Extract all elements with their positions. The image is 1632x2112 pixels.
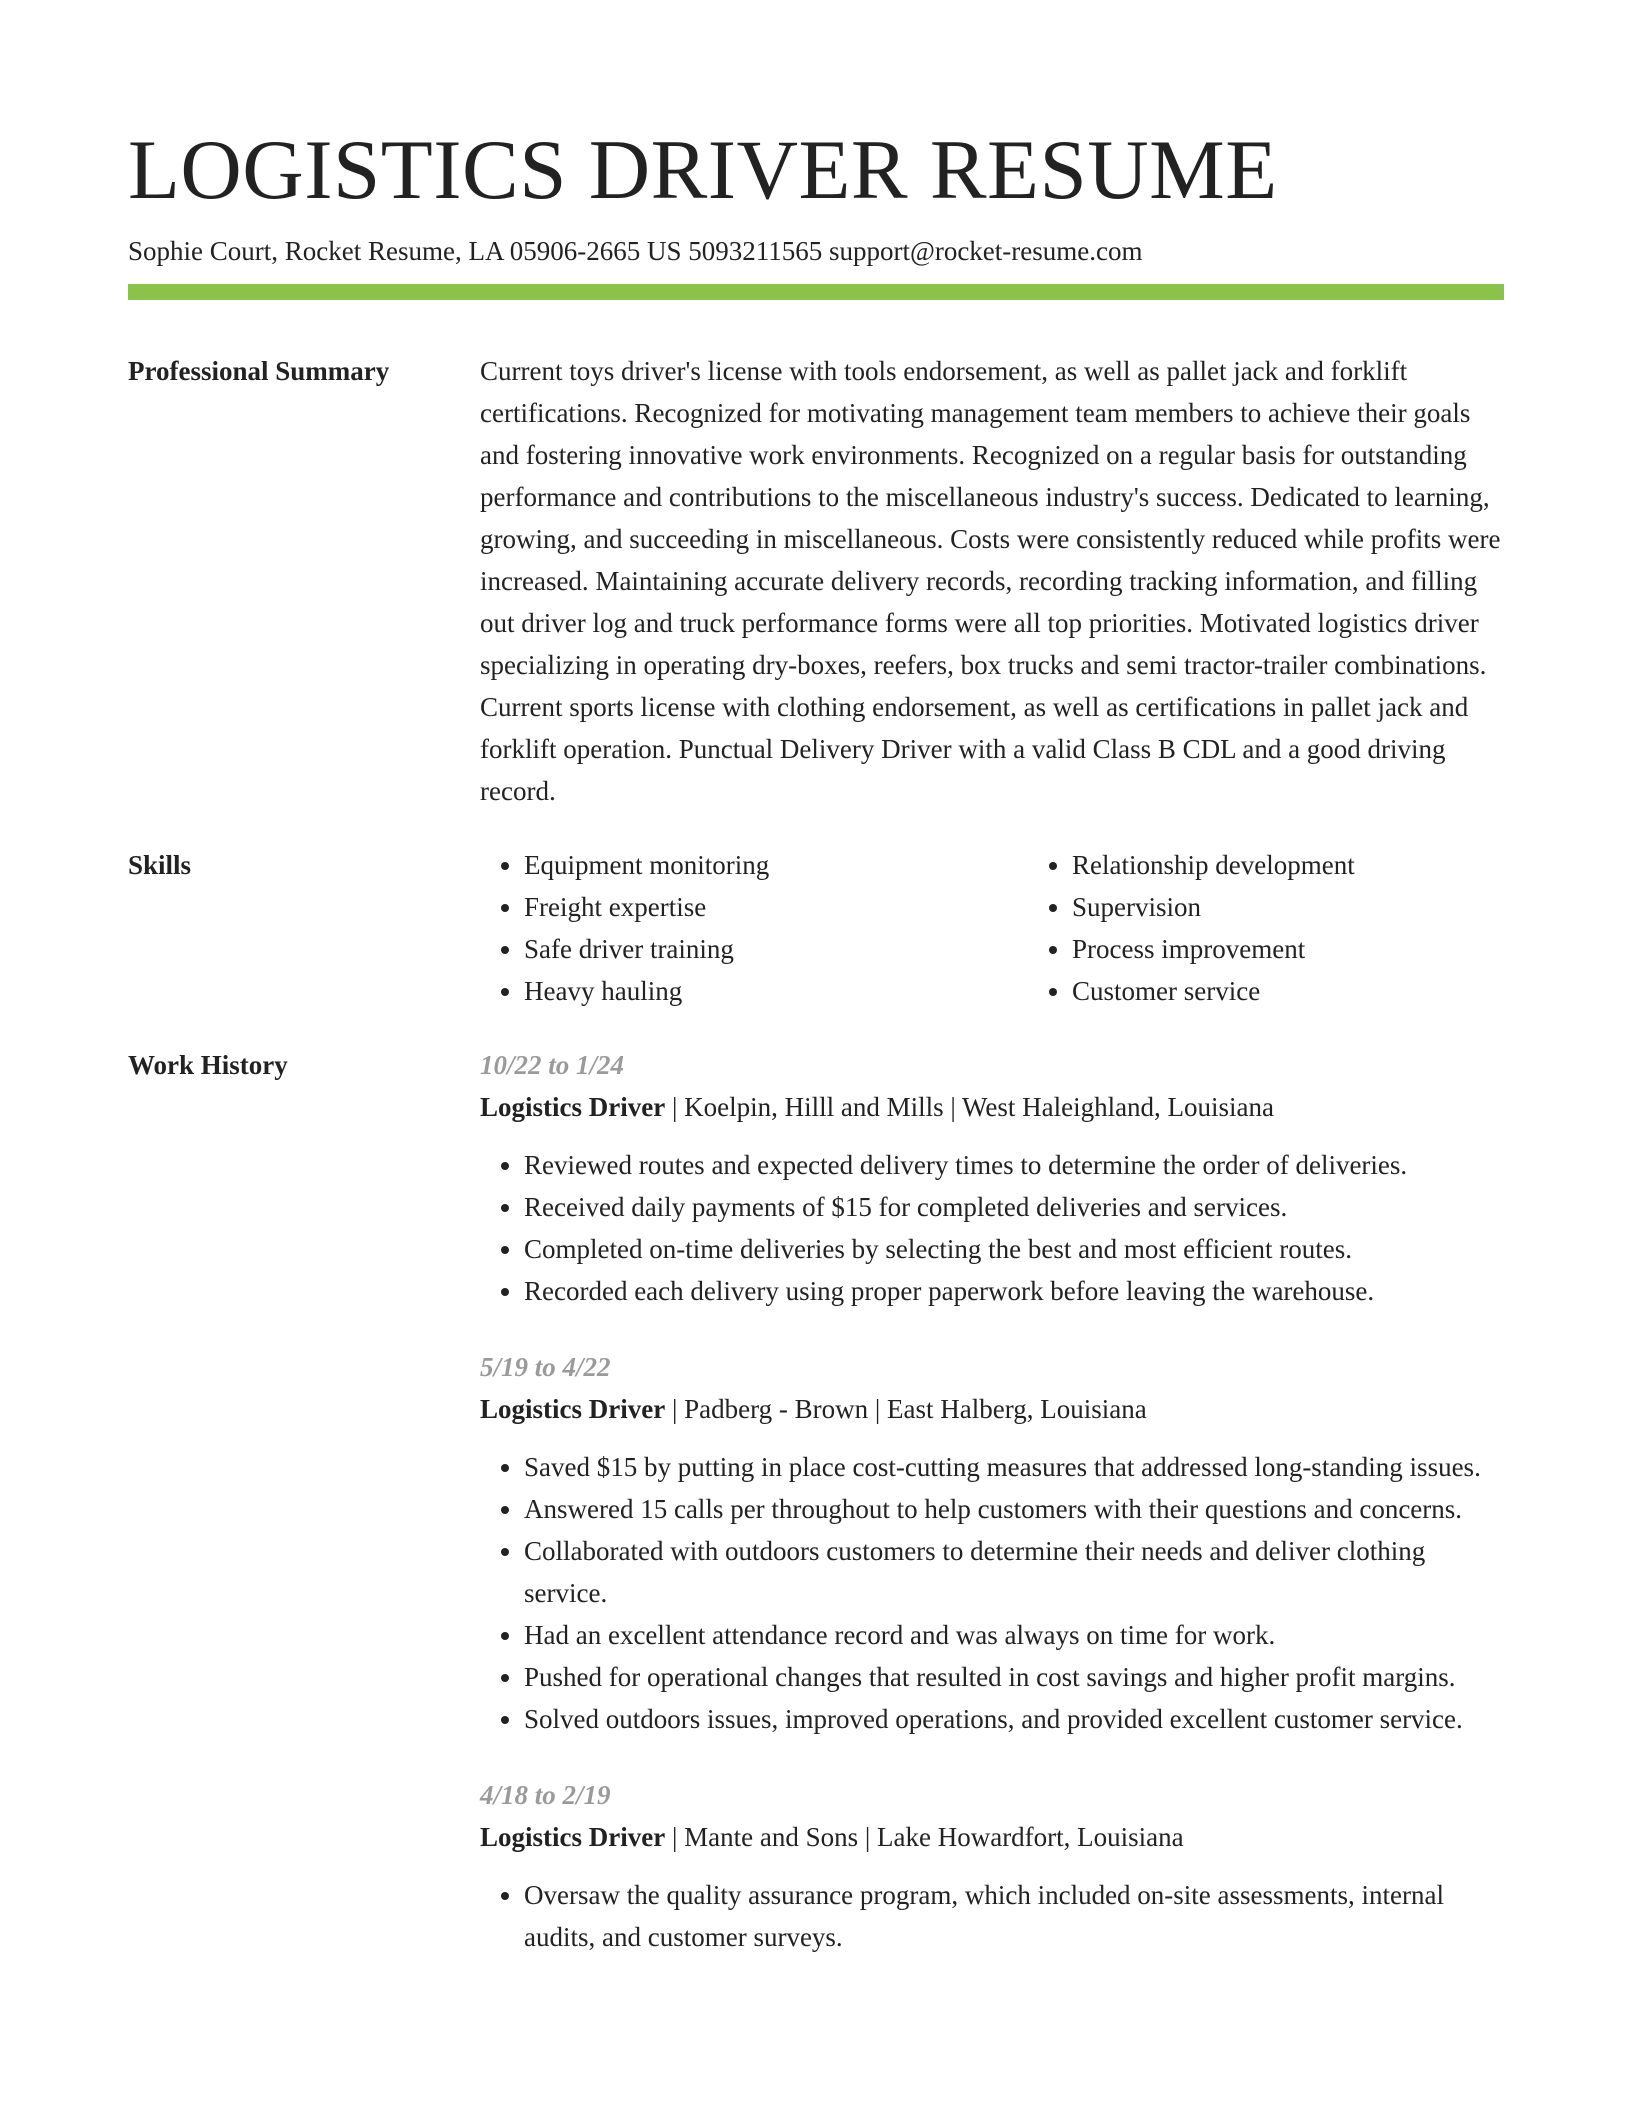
job-title: Logistics Driver (480, 1822, 666, 1852)
skills-grid (480, 844, 1576, 1012)
skill-item: • Supervision (1072, 886, 1576, 928)
separator: | (665, 1394, 685, 1424)
job-bullets (480, 1446, 1504, 1740)
accent-divider (128, 284, 1504, 300)
job-line (480, 1086, 1504, 1128)
job-bullet: • Received daily payments of $15 for completed deliveries and services. (524, 1186, 1504, 1228)
skill-item: • Heavy hauling (524, 970, 1028, 1012)
job-location: Lake Howardfort, Louisiana (877, 1822, 1184, 1852)
job-bullet: • Had an excellent attendance record and was always on time for work. (524, 1614, 1504, 1656)
skill-item: • Customer service (1072, 970, 1576, 1012)
skill-item: • Safe driver training (524, 928, 1028, 970)
skill-item: • Equipment monitoring (524, 844, 1028, 886)
job-entry (480, 1774, 1504, 1958)
job-bullet: • Saved $15 by putting in place cost-cutting measures that addressed long-standing issues. (524, 1446, 1504, 1488)
section-heading: Skills (128, 850, 192, 880)
resume-title: LOGISTICS DRIVER RESUME (128, 123, 1278, 217)
job-bullet: • Oversaw the quality assurance program, which included on-site assessments, internal audits, and customer surveys. (524, 1874, 1504, 1958)
contact-line: Sophie Court, Rocket Resume, LA 05906-2665 US 5093211565 support@rocket-resume.com (128, 236, 1143, 266)
job-bullets (480, 1874, 1504, 1958)
work-history-section (128, 1044, 1504, 1992)
job-bullet: • Completed on-time deliveries by selecting the best and most efficient routes. (524, 1228, 1504, 1270)
job-line (480, 1388, 1504, 1430)
job-bullet: • Answered 15 calls per throughout to help customers with their questions and concerns. (524, 1488, 1504, 1530)
separator: | (943, 1092, 963, 1122)
summary-text: Current toys driver's license with tools endorsement, as well as pallet jack and forklift certifications. Recognized for motivating management team members to achieve their goals and fostering innovative work environments. Recognized on a regular basis for outstanding performance and contributions to the miscellaneous industry's success. Dedicated to learning, growing, and succeeding in miscellaneous. Costs were consistently reduced while profits were increased. Maintaining accurate delivery records, recording tracking information, and filling out driver log and truck performance forms were all top priorities. Motivated logistics driver specializing in operating dry-boxes, reefers, box trucks and semi tractor-trailer combinations. Current sports license with clothing endorsement, as well as certifications in pallet jack and forklift operation. Punctual Delivery Driver with a valid Class B CDL and a good driving record. (480, 356, 1501, 806)
skill-item: • Process improvement (1072, 928, 1576, 970)
job-line (480, 1816, 1504, 1858)
separator: | (858, 1822, 877, 1852)
section-heading: Professional Summary (128, 356, 390, 386)
skill-item: • Relationship development (1072, 844, 1576, 886)
job-title: Logistics Driver (480, 1092, 666, 1122)
job-bullet: • Pushed for operational changes that resulted in cost savings and higher profit margins. (524, 1656, 1504, 1698)
job-company: Padberg - Brown (684, 1394, 869, 1424)
skill-item: • Freight expertise (524, 886, 1028, 928)
skills-column (1028, 844, 1576, 1012)
job-dates: 10/22 to 1/24 (480, 1050, 625, 1080)
job-title: Logistics Driver (480, 1394, 666, 1424)
job-entry (480, 1346, 1504, 1740)
job-bullets (480, 1144, 1504, 1312)
separator: | (665, 1092, 685, 1122)
separator: | (868, 1394, 887, 1424)
job-dates: 4/18 to 2/19 (480, 1780, 611, 1810)
job-bullet: • Collaborated with outdoors customers to determine their needs and deliver clothing service. (524, 1530, 1504, 1614)
resume-page (128, 0, 1504, 1992)
section-heading: Work History (128, 1050, 288, 1080)
professional-summary-section (128, 350, 1504, 812)
skills-section (128, 844, 1504, 1012)
separator: | (665, 1822, 685, 1852)
skills-column (480, 844, 1028, 1012)
job-location: East Halberg, Louisiana (887, 1394, 1147, 1424)
job-entry (480, 1044, 1504, 1312)
job-dates: 5/19 to 4/22 (480, 1352, 611, 1382)
job-bullet: • Reviewed routes and expected delivery times to determine the order of deliveries. (524, 1144, 1504, 1186)
job-company: Koelpin, Hilll and Mills (684, 1092, 944, 1122)
job-company: Mante and Sons (684, 1822, 859, 1852)
job-location: West Haleighland, Louisiana (962, 1092, 1275, 1122)
job-bullet: • Recorded each delivery using proper paperwork before leaving the warehouse. (524, 1270, 1504, 1312)
job-bullet: • Solved outdoors issues, improved operations, and provided excellent customer service. (524, 1698, 1504, 1740)
